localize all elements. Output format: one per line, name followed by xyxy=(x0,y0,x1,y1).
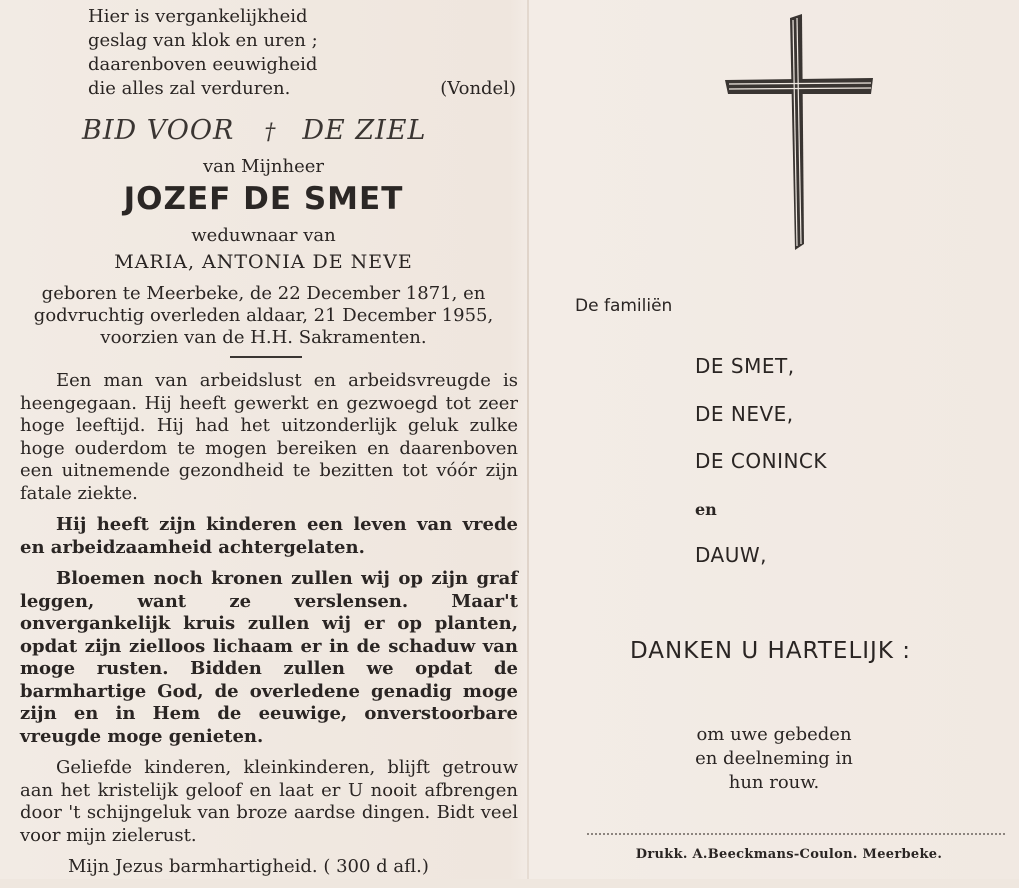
families-label: De familiën xyxy=(575,296,673,316)
thanks-line: om uwe gebeden xyxy=(696,724,852,745)
family-name: DE SMET, xyxy=(695,354,795,378)
eulogy-paragraph: Geliefde kinderen, kleinkinderen, blijft getrouw aan het kristelijk geloof en laat er U nooit afbrengen door 't schijngeluk van broze aardse dingen. Bidt veel voor mijn zielerust. xyxy=(20,757,518,846)
family-name: DAUW, xyxy=(695,543,768,567)
printer-credit: Drukk. A.Beeckmans-Coulon. Meerbeke. xyxy=(635,847,943,862)
family-name: DE CONINCK xyxy=(695,449,828,473)
sacraments-line: voorzien van de H.H. Sakramenten. xyxy=(100,327,427,348)
prayer-heading xyxy=(82,115,482,146)
weduwnaar-van: weduwnaar van xyxy=(191,225,336,246)
poem-author: (Vondel) xyxy=(440,78,516,99)
family-name: DE NEVE, xyxy=(695,402,794,426)
cross-icon xyxy=(725,14,875,250)
van-mijnheer: van Mijnheer xyxy=(202,156,325,177)
poem-line: daarenboven eeuwigheid xyxy=(88,54,318,75)
thanks-line: hun rouw. xyxy=(728,772,820,793)
poem-line: Hier is vergankelijkheid xyxy=(88,6,308,27)
poem xyxy=(88,5,518,101)
en-conjunction: en xyxy=(695,500,717,519)
thanks-text xyxy=(529,723,1019,795)
de-ziel-text: DE ZIEL xyxy=(302,115,427,146)
thanks-heading: DANKEN U HARTELIJK : xyxy=(630,638,911,664)
eulogy-paragraph: Hij heeft zijn kinderen een leven van vrede en arbeidzaamheid achtergelaten. xyxy=(20,514,518,558)
eulogy-paragraph: Een man van arbeidslust en arbeidsvreugde is heengegaan. Hij heeft gewerkt en gezwoegd tot zeer hoge leeftijd. Hij had het uitzonderlijk geluk zulke hoge ouderdom te mogen bereiken en daarenboven een uitnemende gezondheid te bezitten tot vóór zijn fatale ziekte. xyxy=(20,370,518,504)
eulogy-text xyxy=(20,370,518,888)
poem-line: die alles zal verduren. xyxy=(88,78,291,99)
death-line: godvruchtig overleden aldaar, 21 December 1955, xyxy=(33,305,494,326)
deceased-name: JOZEF DE SMET xyxy=(123,181,404,217)
thanks-line: en deelneming in xyxy=(695,748,853,769)
birth-death-info xyxy=(0,283,527,349)
eulogy-paragraph: Bloemen noch kronen zullen wij op zijn graf leggen, want ze verslensen. Maar't onvergankelijk kruis zullen wij er op planten, opdat zijn zielloos lichaam er in de schaduw van moge rusten. Bidden zullen we opdat de barmhartige God, de overledene genadig moge zijn en in Hem de eeuwige, onverstoorbare vreugde moge genieten. xyxy=(20,568,518,747)
divider-rule xyxy=(230,356,302,358)
spouse-name: MARIA, ANTONIA DE NEVE xyxy=(114,251,413,273)
right-panel xyxy=(529,0,1019,879)
closing-prayer: Mijn Jezus barmhartigheid. ( 300 d afl.) xyxy=(68,856,429,877)
poem-line: geslag van klok en uren ; xyxy=(88,30,318,51)
small-cross-icon: † xyxy=(264,120,277,145)
birth-line: geboren te Meerbeke, de 22 December 1871, en xyxy=(41,283,486,304)
bid-voor-text: BID VOOR xyxy=(82,115,235,146)
dotted-divider xyxy=(587,833,1005,835)
